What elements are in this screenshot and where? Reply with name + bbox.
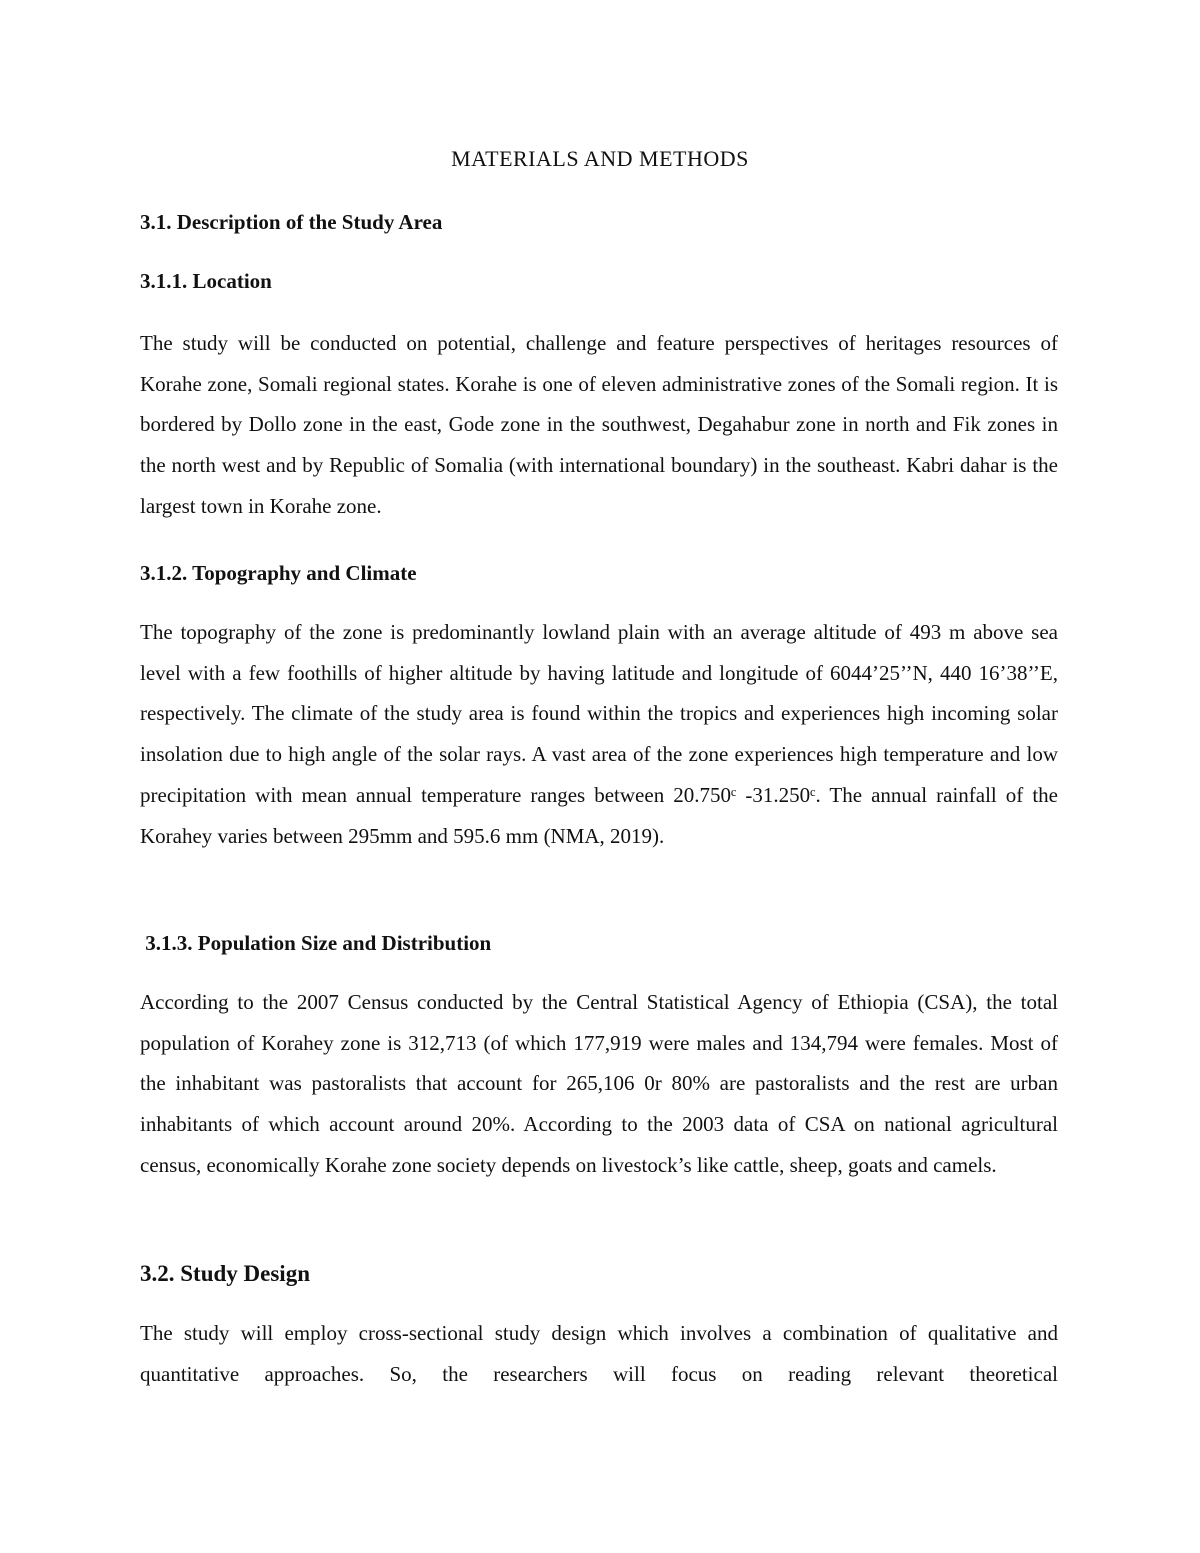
paragraph-location: The study will be conducted on potential, challenge and feature perspectives of heritages resources of Korahe zone, Somali regional states. Korahe is one of eleven administrative zones of the Somali region. It is bordered by Dollo zone in the east, Gode zone in the southwest, Degahabur zone in north and Fik zones in the north west and by Republic of Somalia (with international boundary) in the southeast. Kabri dahar is the largest town in Korahe zone. bbox=[140, 331, 1058, 518]
paragraph-topography: The topography of the zone is predominantly lowland plain with an average altitude of 493 m above sea level with a few foothills of higher altitude by having latitude and longitude of 6044’25’’N, 440 16’38’’E, respectively. The climate of the study area is found within the tropics and experiences high incoming solar insolation due to high angle of the solar rays. A vast area of the zone experiences high temperature and low precipitation with mean annual temperature ranges between 20.750ᶜ -31.250ᶜ. The annual rainfall of the Korahey varies between 295mm and 595.6 mm (NMA, 2019). bbox=[140, 620, 1058, 848]
section-heading-location: 3.1.1. Location bbox=[140, 269, 272, 293]
paragraph-population: According to the 2007 Census conducted by the Central Statistical Agency of Ethiopia (CSA), the total population of Korahey zone is 312,713 (of which 177,919 were males and 134,794 were females. Most of the inhabitant was pastoralists that account for 265,106 0r 80% are pastoralists and the rest are urban inhabitants of which account around 20%. According to the 2003 data of CSA on national agricultural census, economically Korahe zone society depends on livestock’s like cattle, sheep, goats and camels. bbox=[140, 990, 1058, 1177]
section-heading-study-area: 3.1. Description of the Study Area bbox=[140, 210, 443, 234]
section-heading-topography: 3.1.2. Topography and Climate bbox=[140, 561, 417, 585]
page-title: MATERIALS AND METHODS bbox=[451, 146, 749, 171]
section-heading-population: 3.1.3. Population Size and Distribution bbox=[140, 931, 492, 955]
section-heading-study-design: 3.2. Study Design bbox=[140, 1261, 310, 1286]
paragraph-study-design: The study will employ cross-sectional study design which involves a combination of qualitative and quantitative approaches. So, the researchers will focus on reading relevant theoretical bbox=[140, 1321, 1058, 1386]
